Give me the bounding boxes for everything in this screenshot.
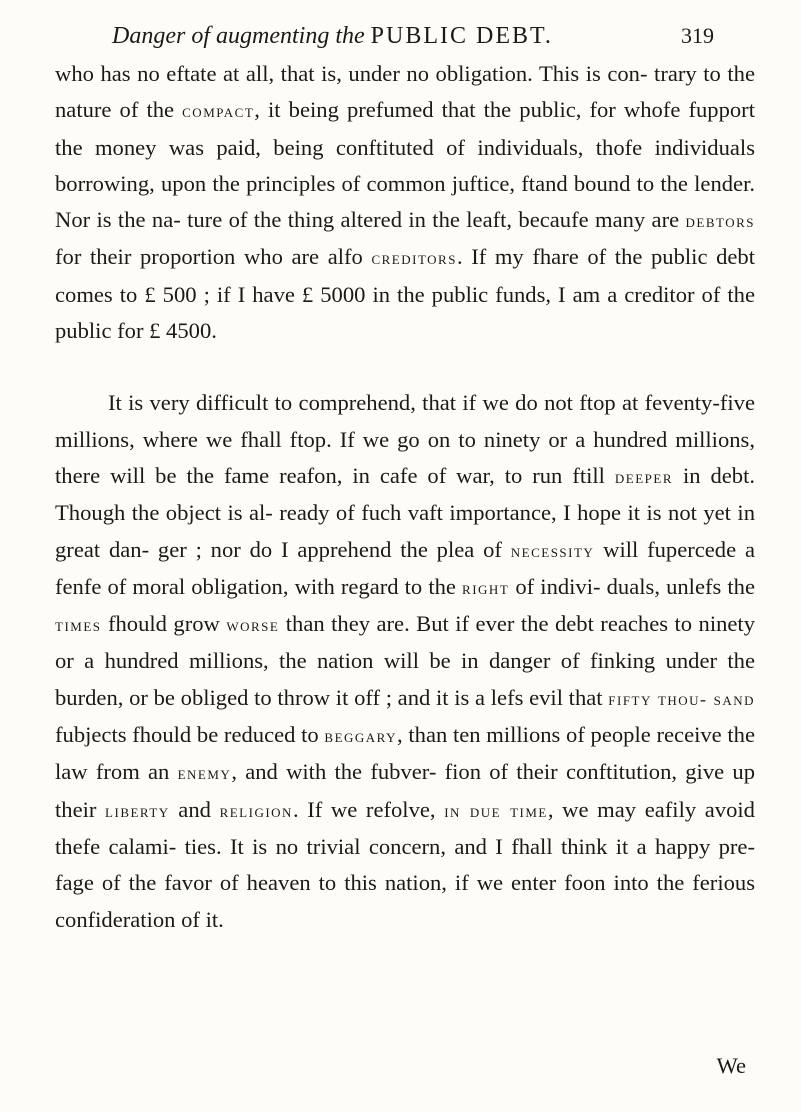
small-caps-term: worse [226, 615, 280, 636]
paragraph-1 [55, 56, 755, 349]
text-run: It is very difficult to comprehend, that if we do not ftop at feventy-five millions, where we fhall ftop. If we go on to ninety or a hundred millions, there will be the fame reafon, in cafe of war, to run ftill [55, 390, 755, 488]
header-title-italic: Danger of augmenting the [112, 23, 365, 49]
text-run: for their proportion who are alfo [55, 244, 372, 270]
text-run: , and with the fubver- fion of their conftitution, give up their [55, 759, 755, 822]
paragraph-2 [55, 385, 755, 937]
small-caps-term: in due time [444, 800, 548, 821]
header-title-caps: PUBLIC DEBT. [370, 23, 553, 49]
small-caps-term: necessity [510, 540, 595, 561]
text-run: , we may eafily avoid thefe calami- ties. It is no trivial concern, and I fhall think it a happy pre- fage of the favor of heaven to this nation, if we enter foon into the ferious confideration of it. [55, 796, 755, 932]
small-caps-term: compact [182, 101, 255, 122]
small-caps-term: enemy [177, 763, 232, 784]
text-run: and [169, 796, 220, 822]
text-run: , it being prefumed that the public, for whofe fupport the money was paid, being conftituted of individuals, thofe individuals borrowing, upon the principles of common juftice, ftand bound to the lender. Nor is the na- ture of the thing altered in the leaft, becaufe many are [55, 97, 755, 233]
small-caps-term: times [55, 615, 102, 636]
text-run: of indivi- duals, unlefs the [509, 573, 755, 599]
small-caps-term: beggary [324, 726, 398, 747]
text-run: . If my fhare of the public debt comes to £ 500 ; if I have £ 5000 in the public funds, I am a creditor of the public for £ 4500. [55, 244, 755, 344]
page-number: 319 [681, 23, 714, 48]
text-run: fhould grow [101, 611, 227, 637]
text-run: than they are. But if ever the debt reaches to ninety or a hundred millions, the nation will be in danger of finking under the burden, or be obliged to throw it off ; and it is a lefs evil that [55, 611, 755, 710]
small-caps-term: debtors [685, 211, 755, 232]
small-caps-term: deeper [614, 466, 673, 487]
small-caps-term: right [462, 577, 510, 598]
small-caps-term: fifty thou- sand [608, 688, 755, 709]
text-run: will fupercede a fenfe of moral obligation, with regard to the [55, 536, 755, 599]
small-caps-term: religion [219, 800, 293, 821]
catchword: We [716, 1053, 746, 1078]
body-text [55, 56, 755, 938]
running-header [112, 18, 714, 54]
small-caps-term: liberty [105, 800, 170, 821]
small-caps-term: creditors [371, 248, 457, 269]
text-run: fubjects fhould be reduced to [55, 722, 325, 748]
text-run: . If we refolve, [292, 796, 445, 822]
text-run: , than ten millions of people receive the law from an [55, 722, 755, 785]
text-run: who has no eftate at all, that is, under no obligation. This is con- trary to the nature of the [55, 61, 755, 123]
text-run: in debt. Though the object is al- ready of fuch vaft importance, I hope it is not yet in great dan- ger ; nor do I apprehend the plea of [55, 462, 755, 562]
